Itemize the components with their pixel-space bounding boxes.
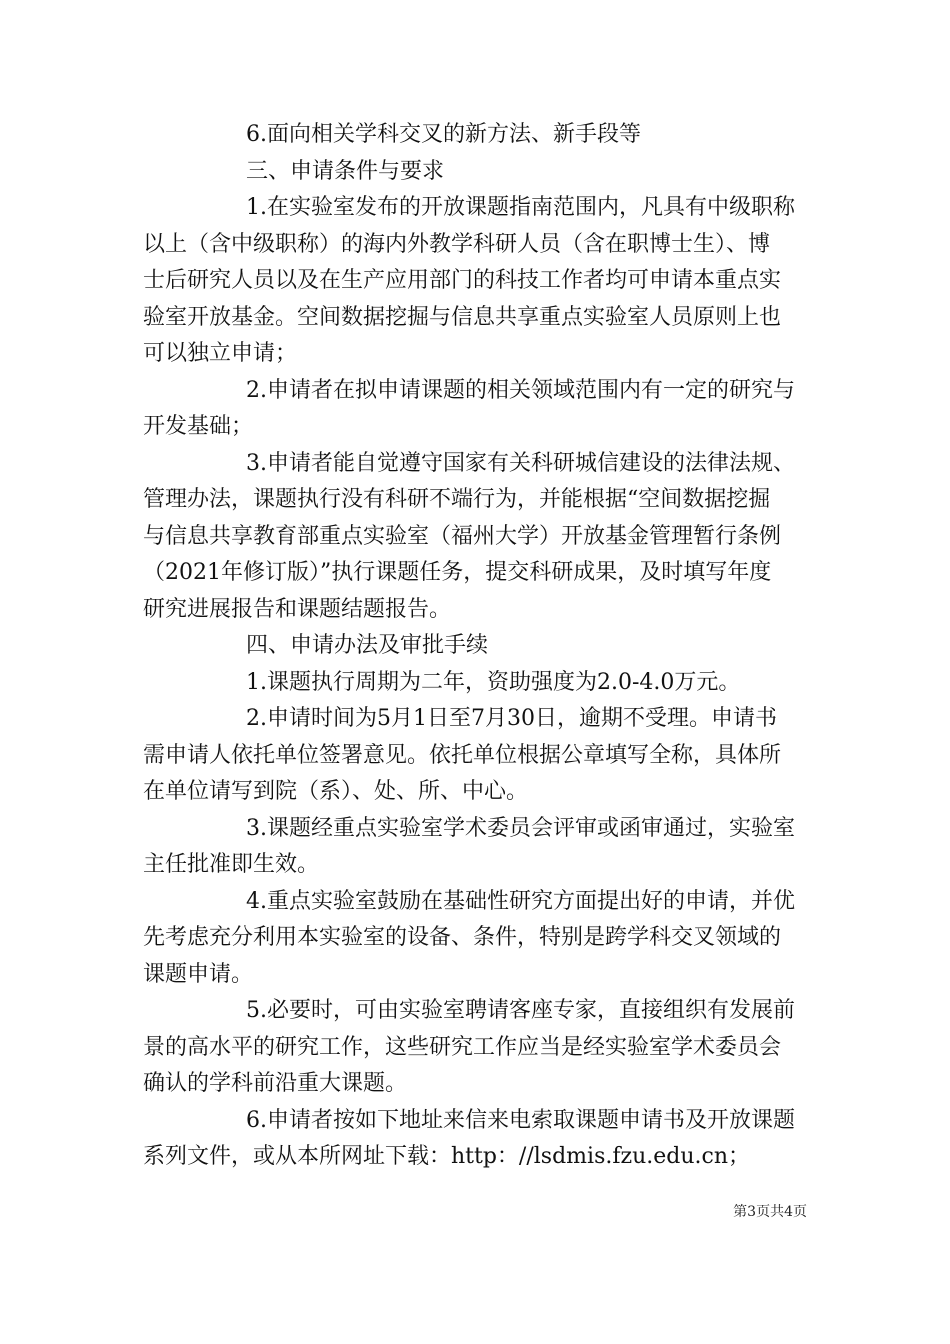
text-line: 与信息共享教育部重点实验室（福州大学）开放基金管理暂行条例 (143, 523, 782, 549)
document-body (143, 117, 810, 1176)
text-line: 士后研究人员以及在生产应用部门的科技工作者均可申请本重点实 (143, 268, 782, 293)
text-line: 需申请人依托单位签署意见。依托单位根据公章填写全称，具体所 (143, 742, 782, 768)
text-line: 在单位请写到院（系）、处、所、中心。 (143, 779, 529, 804)
text-line: 验室开放基金。空间数据挖掘与信息共享重点实验室人员原则上也 (143, 304, 782, 330)
text-line: 确认的学科前沿重大课题。 (143, 1071, 408, 1096)
text-line: 6.申请者按如下地址来信来电索取课题申请书及开放课题 (246, 1107, 795, 1133)
text-line: 主任批准即生效。 (143, 852, 320, 877)
text-line: 先考虑充分利用本实验室的设备、条件，特别是跨学科交叉领域的 (143, 925, 782, 950)
text-line: 系列文件，或从本所网址下载：http：//lsdmis.fzu.edu.cn； (143, 1144, 750, 1169)
text-line: （2021年修订版）”执行课题任务，提交科研成果，及时填写年度 (143, 560, 772, 585)
text-line: 2.申请者在拟申请课题的相关领域范围内有一定的研究与 (246, 377, 795, 403)
text-line: 1.课题执行周期为二年，资助强度为2.0-4.0万元。 (246, 669, 741, 695)
text-line: 课题申请。 (143, 961, 254, 987)
text-line: 研究进展报告和课题结题报告。 (143, 596, 452, 622)
text-line: 3.申请者能自觉遵守国家有关科研城信建设的法律法规、 (246, 450, 795, 476)
text-line: 景的高水平的研究工作，这些研究工作应当是经实验室学术委员会 (143, 1034, 782, 1060)
text-line: 6.面向相关学科交叉的新方法、新手段等 (246, 122, 641, 147)
text-line: 可以独立申请； (143, 341, 298, 366)
text-line: 开发基础； (143, 414, 254, 439)
text-line: 3.课题经重点实验室学术委员会评审或函审通过，实验室 (246, 815, 795, 841)
text-line: 三、申请条件与要求 (246, 158, 445, 184)
text-line: 四、申请办法及审批手续 (246, 633, 489, 658)
text-line: 1.在实验室发布的开放课题指南范围内，凡具有中级职称 (246, 195, 795, 220)
text-line: 5.必要时，可由实验室聘请客座专家，直接组织有发展前 (246, 998, 795, 1023)
text-line: 2.申请时间为5月1日至7月30日，逾期不受理。申请书 (246, 706, 777, 731)
text-line: 以上（含中级职称）的海内外教学科研人员（含在职博士生）、博 (143, 231, 771, 257)
text-line: 管理办法，课题执行没有科研不端行为，并能根据“空间数据挖掘 (143, 487, 771, 512)
page-number: 第3页共4页 (733, 1204, 807, 1220)
text-line: 4.重点实验室鼓励在基础性研究方面提出好的申请，并优 (246, 888, 795, 914)
